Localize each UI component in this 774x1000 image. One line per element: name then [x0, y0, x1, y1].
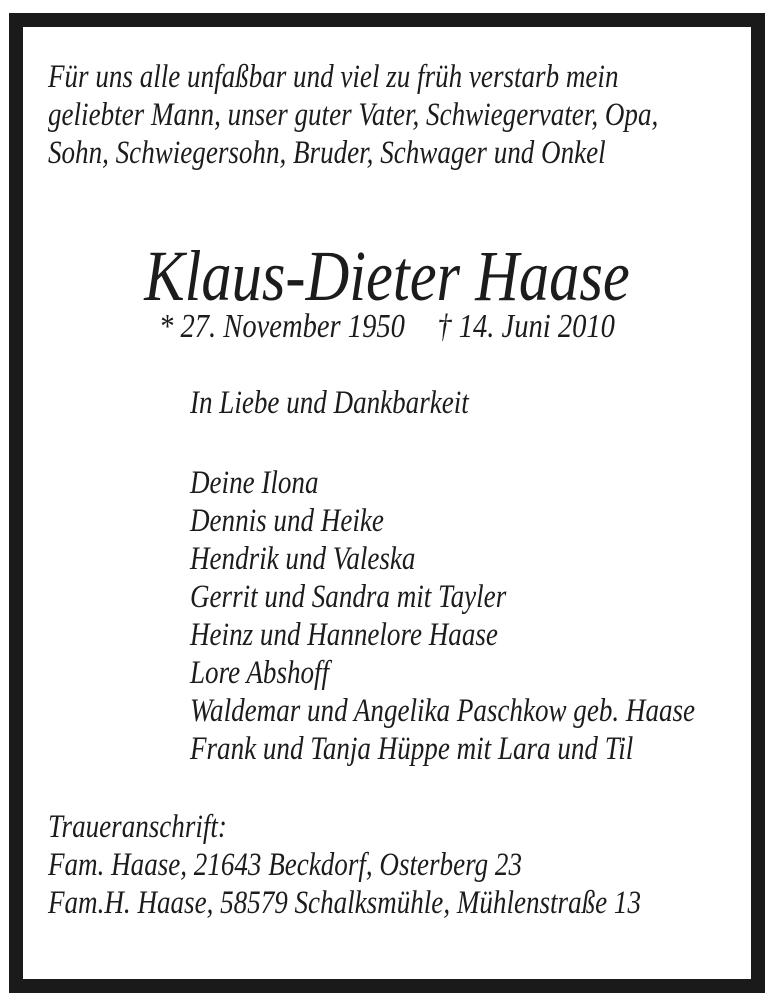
address-heading: Traueranschrift: [48, 809, 227, 845]
birth-date: * 27. November 1950 [159, 308, 405, 345]
address-line: Fam.H. Haase, 58579 Schalksmühle, Mühlenstraße 13 [48, 885, 641, 921]
life-dates [62, 308, 712, 346]
intro-line: geliebter Mann, unser guter Vater, Schwiegervater, Opa, [48, 97, 659, 133]
mourner-line: Hendrik und Valeska [190, 541, 416, 577]
mourner-line: Dennis und Heike [190, 503, 384, 539]
deceased-name: Klaus-Dieter Haase [144, 236, 630, 316]
mourner-line: Waldemar und Angelika Paschkow geb. Haase [190, 693, 696, 729]
intro-line: Für uns alle unfaßbar und viel zu früh verstarb mein [48, 59, 619, 95]
intro-line: Sohn, Schwiegersohn, Bruder, Schwager und Onkel [48, 135, 606, 171]
mourning-address [48, 808, 641, 922]
mourners-list [190, 464, 695, 768]
death-date: † 14. Juni 2010 [437, 308, 615, 345]
address-line: Fam. Haase, 21643 Beckdorf, Osterberg 23 [48, 847, 522, 883]
mourner-line: Lore Abshoff [190, 655, 330, 691]
mourner-line: Deine Ilona [190, 465, 319, 501]
intro-text [48, 58, 658, 172]
mourner-line: Frank und Tanja Hüppe mit Lara und Til [190, 731, 634, 767]
mourner-line: Gerrit und Sandra mit Tayler [190, 579, 507, 615]
mourner-line: Heinz und Hannelore Haase [190, 617, 498, 653]
tribute-line: In Liebe und Dankbarkeit [190, 385, 469, 421]
